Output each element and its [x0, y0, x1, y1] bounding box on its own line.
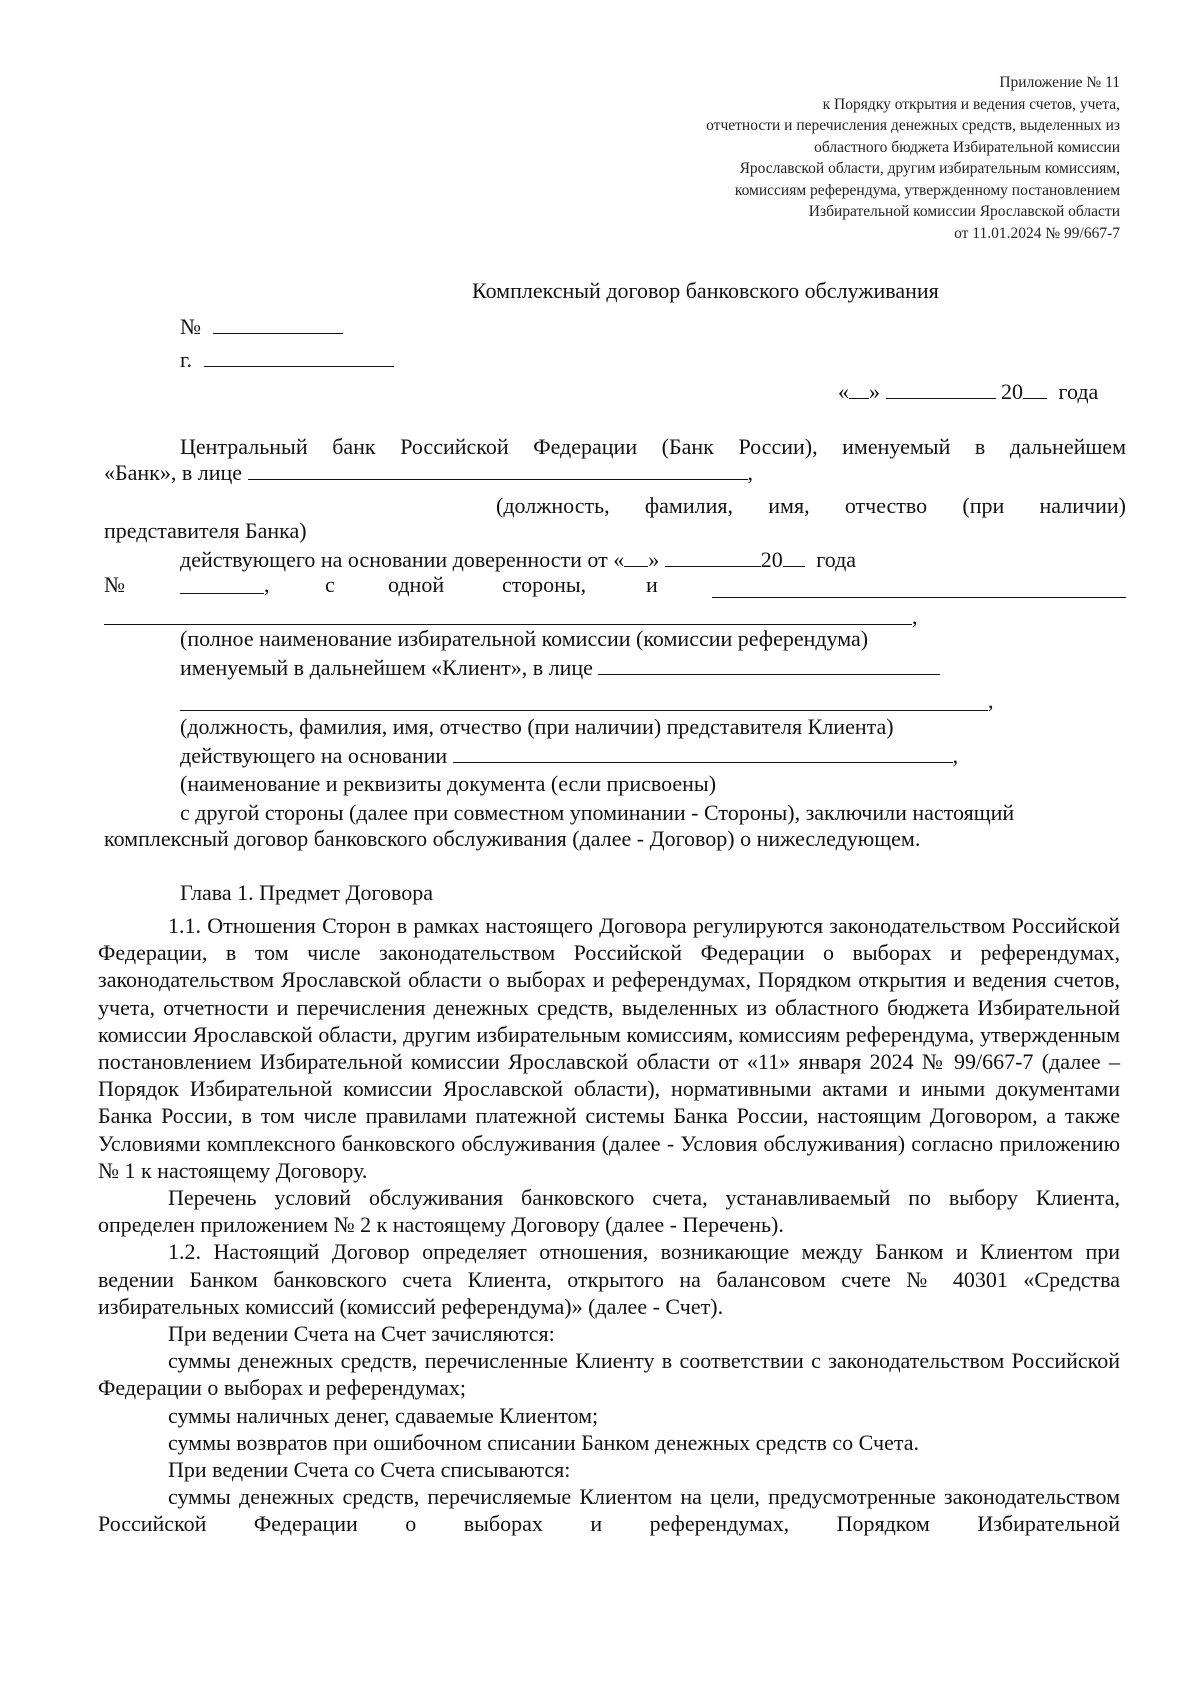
word: (при: [962, 493, 1005, 518]
chapter-body: [98, 912, 1120, 1538]
comma: ,: [264, 572, 270, 597]
word: России),: [738, 434, 818, 459]
month-blank: [886, 378, 996, 399]
annex-line: областного бюджета Избирательной комиссии: [814, 138, 1120, 156]
comma: ,: [912, 604, 918, 629]
attorney-year-blank: [783, 546, 805, 567]
number-blank: [213, 313, 343, 334]
word: Центральный: [180, 434, 308, 459]
client-basis-line: [180, 742, 958, 769]
word: отчество: [844, 493, 928, 518]
word: и: [646, 572, 658, 597]
paragraph-1-2: 1.2. Настоящий Договор определяет отношения, возникающие между Банком и Клиентом при ведении Банком банковского счета Клиента, открытого на балансовом счете № 40301 «Средства избирательных комиссий (комиссий референдума)» (далее - Счет).: [98, 1239, 1120, 1319]
comma: ,: [747, 460, 754, 485]
word: Российской: [400, 434, 509, 459]
word: Федерации: [533, 434, 638, 459]
preamble-closing-2: комплексный договор банковского обслуживания (далее - Договор) о нижеследующем.: [104, 826, 921, 851]
annex-reference: [560, 72, 1120, 244]
city-blank: [204, 346, 394, 367]
word: стороны,: [502, 572, 587, 597]
paragraph-credits-heading: При ведении Счета на Счет зачисляются:: [168, 1321, 555, 1347]
word: именуемый: [842, 434, 951, 459]
annex-line: Ярославской области, другим избирательным комиссиям,: [739, 160, 1120, 177]
client-representative-blank-2: [180, 710, 988, 711]
word: дальнейшем: [1009, 434, 1126, 459]
attorney-month-blank: [665, 546, 761, 567]
word: банк: [332, 434, 376, 459]
word: с: [325, 572, 335, 597]
attorney-text: действующего на основании доверенности от «: [180, 547, 625, 572]
bank-representative-hint: [496, 493, 1126, 519]
paragraph-credit-1: суммы денежных средств, перечисленные Клиенту в соответствии с законодательством Российской Федерации о выборах и референдумах;: [98, 1348, 1120, 1401]
paragraph-debit-1: суммы денежных средств, перечисляемые Клиентом на цели, предусмотренные законодательством Российской Федерации о выборах и референдумах, Порядком Избирательной: [98, 1484, 1120, 1537]
bank-representative-blank: [248, 459, 748, 480]
word: одной: [388, 572, 445, 597]
annex-line: Избирательной комиссии Ярославской области: [808, 203, 1120, 220]
date-quote-close: »: [869, 379, 880, 404]
attorney-year-prefix: 20: [760, 547, 783, 572]
date-quote-open: «: [838, 379, 849, 404]
year-prefix: 20: [1001, 379, 1023, 404]
client-basis-hint: (наименование и реквизиты документа (если присвоены): [180, 771, 717, 796]
paragraph-credit-3: суммы возвратов при ошибочном списании Банком денежных средств со Счета.: [168, 1429, 920, 1455]
word: имя,: [768, 493, 810, 518]
client-represented-by: именуемый в дальнейшем «Клиент», в лице: [180, 655, 593, 680]
attorney-day-blank: [624, 546, 648, 567]
preamble-line-2: [104, 459, 753, 486]
contract-number-field: [180, 313, 343, 340]
word: (Банк: [661, 434, 714, 459]
word: в: [974, 434, 986, 459]
annex-line: к Порядку открытия и ведения счетов, учета,: [822, 95, 1120, 113]
attorney-quote-close: »: [648, 547, 660, 572]
client-basis-label: действующего на основании: [180, 743, 448, 768]
annex-line: Приложение № 11: [999, 74, 1120, 91]
city-label: г.: [180, 347, 193, 372]
client-representative-blank-1: [598, 654, 940, 675]
attorney-number-label: №: [104, 572, 125, 597]
annex-line: от 11.01.2024 № 99/667-7: [954, 224, 1120, 242]
paragraph-credit-2: суммы наличных денег, сдаваемые Клиентом;: [168, 1402, 599, 1428]
year-blank: [1023, 378, 1047, 399]
paragraph-1-1: 1.1. Отношения Сторон в рамках настоящего Договора регулируются законодательством Российской Федерации, в том числе законодательством Российской Федерации о выборах и референдумах, законодательством Ярославской области о выборах и референдумах, Порядком открытия и ведения счетов, учета, отчетности и перечисления денежных средств, выделенных из областного бюджета Избирательной комиссии Ярославской области, другим избирательным комиссиям, комиссиям референдума, утвержденным постановлением Избирательной комиссии Ярославской области от «11» января 2024 № 99/667-7 (далее – Порядок Избирательной комиссии Ярославской области), нормативными актами и иными документами Банка России, в том числе правилами платежной системы Банка России, настоящим Договором, а также Условиями комплексного банковского обслуживания (далее - Условия обслуживания) согласно приложению № 1 к настоящему Договору.: [98, 913, 1120, 1183]
client-name-blank-1: [712, 597, 1126, 598]
preamble-closing-1: с другой стороны (далее при совместном упоминании - Стороны), заключили настоящий: [180, 800, 1015, 825]
attorney-number-blank: [180, 593, 264, 594]
contract-city-field: [180, 346, 394, 373]
document-title: Комплексный договор банковского обслуживания: [472, 278, 939, 303]
comma: ,: [952, 743, 959, 768]
annex-line: отчетности и перечисления денежных средств, выделенных из: [706, 117, 1120, 134]
attorney-year-suffix: года: [816, 547, 857, 572]
client-name-hint: (полное наименование избирательной комиссии (комиссии референдума): [180, 626, 869, 651]
client-name-blank-2: [104, 624, 912, 625]
word: (должность,: [496, 493, 610, 518]
bank-represented-by: «Банк», в лице: [104, 460, 243, 485]
paragraph-debits-heading: При ведении Счета со Счета списываются:: [168, 1457, 571, 1483]
paragraph-list-conditions: Перечень условий обслуживания банковского счета, устанавливаемый по выбору Клиента, определен приложением № 2 к настоящему Договору (далее - Перечень).: [98, 1185, 1120, 1238]
client-representative-hint: (должность, фамилия, имя, отчество (при наличии) представителя Клиента): [180, 714, 894, 739]
power-of-attorney-line: [180, 546, 856, 573]
bank-representative-hint-tail: представителя Банка): [104, 518, 307, 543]
client-represented-by-line: [180, 654, 940, 681]
comma: ,: [988, 688, 994, 713]
day-blank: [849, 378, 869, 399]
client-basis-blank: [453, 742, 953, 763]
year-suffix: года: [1058, 379, 1099, 404]
number-label: №: [180, 314, 201, 339]
chapter-heading: Глава 1. Предмет Договора: [180, 880, 434, 905]
preamble-line-1: [180, 434, 1126, 460]
word: фамилия,: [644, 493, 733, 518]
annex-line: комиссиям референдума, утвержденному постановлением: [734, 181, 1120, 199]
word: наличии): [1039, 493, 1126, 518]
contract-date-field: [838, 378, 1098, 405]
